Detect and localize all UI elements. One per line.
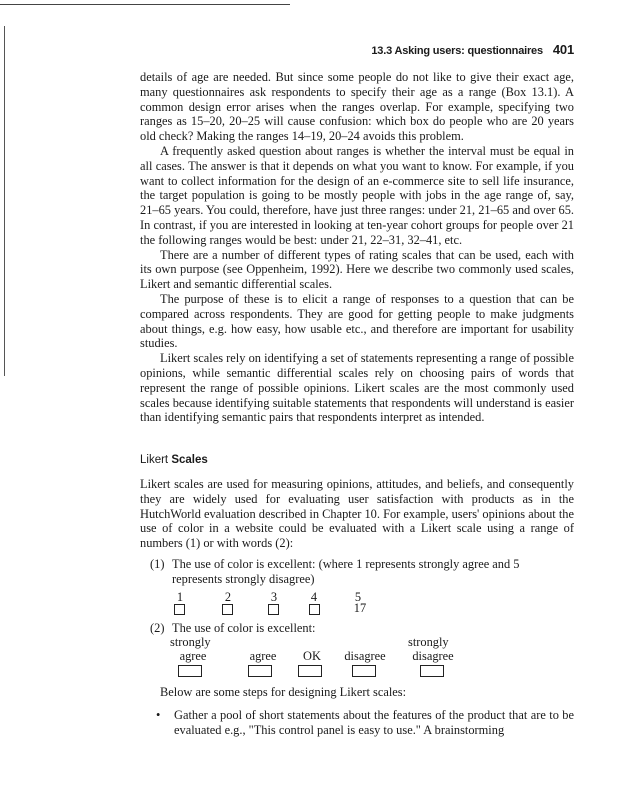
checkbox[interactable] <box>420 665 444 677</box>
paragraph: details of age are needed. But since some people do not like to give their exact age, many questionnaires ask respondents to specify their age as a range (Box 13.1). A common design error arises when the ranges overlap. For example, specifying two ranges as 15–20, 20–25 will cause confusion: which box do people who are 20 years old check? Making the ranges 14–19, 20–24 avoids this problem. <box>140 70 574 144</box>
paragraph: The purpose of these is to elicit a range of responses to a question that can be compared across respondents. They are good for getting people to make judgments about things, e.g. how easy, how usable etc., and therefore are important for usability studies. <box>140 291 574 351</box>
checkbox[interactable] <box>174 604 185 615</box>
example-text: The use of color is excellent: (where 1 represents strongly agree and 5 represents strongly disagree) <box>172 557 520 586</box>
body-text <box>140 70 574 425</box>
example-1 <box>150 557 574 587</box>
scale-number: 1 <box>176 590 184 604</box>
scale-number: 4 <box>310 590 318 604</box>
checkbox[interactable] <box>178 665 202 677</box>
checkbox[interactable] <box>268 604 279 615</box>
scale-label: disagree <box>412 649 454 663</box>
checkbox[interactable] <box>298 665 322 677</box>
scale-label-top: strongly <box>408 635 449 649</box>
scale-number: 5 <box>354 590 362 604</box>
bullet-item <box>158 708 574 738</box>
paragraph: Below are some steps for designing Likert scales: <box>160 685 407 699</box>
checkbox[interactable] <box>222 604 233 615</box>
example-text: The use of color is excellent: <box>172 621 316 635</box>
stray-mark: 17 <box>353 601 367 615</box>
section-intro <box>140 477 574 551</box>
scale-label: agree <box>179 649 207 663</box>
scale-label: OK <box>303 649 321 663</box>
running-header <box>360 42 574 57</box>
checkbox[interactable] <box>352 665 376 677</box>
running-title: 13.3 Asking users: questionnaires <box>371 45 543 57</box>
checkbox[interactable] <box>248 665 272 677</box>
steps-intro <box>160 685 574 700</box>
paragraph: A frequently asked question about ranges is whether the interval must be equal in all cases. The answer is that it depends on what you want to know. For example, if you want to collect information for the design of an e-commerce site to sell life insurance, the target population is going to be mostly people with jobs in the age range of, say, 21–65 years. You could, therefore, have just three ranges: under 21, 21–65 and over 65. In contrast, if you are interested in looking at ten-year cohort groups for people over 21 the following ranges would be best: under 21, 22–31, 32–41, etc. <box>140 143 574 247</box>
paragraph: Likert scales are used for measuring opinions, attitudes, and beliefs, and consequently they are widely used for evaluating user satisfaction with products as in the HutchWorld evaluation described in Chapter 10. For example, users' opinions about the use of color in a website could be evaluated with a Likert scale using a range of numbers (1) or with words (2): <box>140 477 574 551</box>
paragraph: Likert scales rely on identifying a set of statements representing a range of possible opinions, while semantic differential scales rely on choosing pairs of words that represent the range of possible opinions. Likert scales are the most commonly used scales because identifying suitable statements that respondents will understand is easier than identifying semantic pairs that respondents interpret as intended. <box>140 351 574 425</box>
scale-label: agree <box>249 649 277 663</box>
checkbox[interactable] <box>309 604 320 615</box>
paragraph: There are a number of different types of rating scales that can be used, each with its own purpose (see Oppenheim, 1992). Here we describe two commonly used scales, Likert and semantic differential scales. <box>140 247 574 292</box>
example-number: (1) <box>150 557 165 571</box>
section-heading-light: Likert <box>140 454 169 466</box>
left-margin-rule <box>4 26 5 376</box>
section-heading-bold: Scales <box>171 454 208 466</box>
example-2 <box>150 621 574 636</box>
page-number: 401 <box>552 42 574 57</box>
top-rule <box>0 4 290 5</box>
section-heading <box>140 454 208 466</box>
scale-label: disagree <box>344 649 386 663</box>
scale-number: 3 <box>270 590 278 604</box>
bullet-text: Gather a pool of short statements about the features of the product that are to be evaluated e.g., "This control panel is easy to use." A brainstorming <box>174 708 574 737</box>
bullet-dot: • <box>156 708 161 722</box>
scale-label-top: strongly <box>170 635 211 649</box>
scale-number: 2 <box>224 590 232 604</box>
example-number: (2) <box>150 621 165 635</box>
